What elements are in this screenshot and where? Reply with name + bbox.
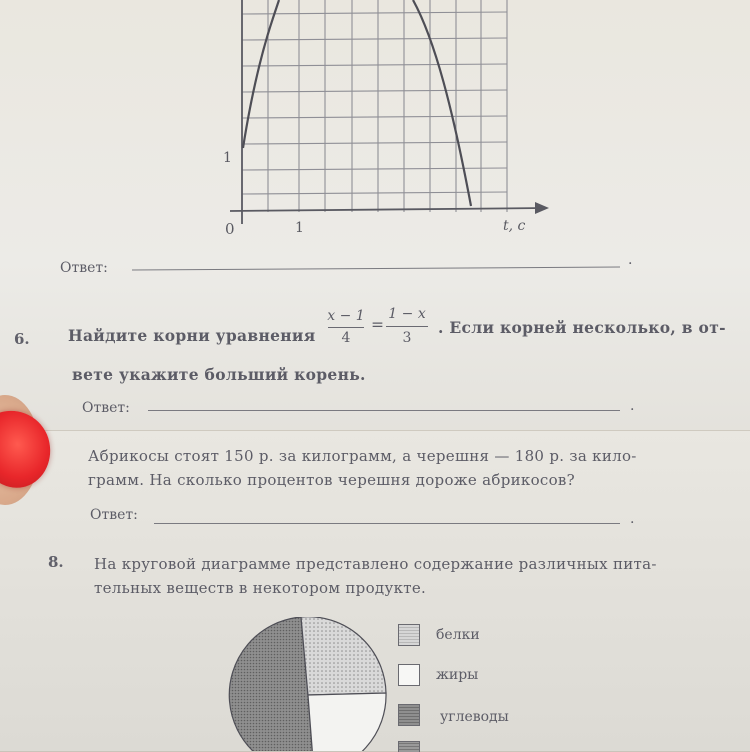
q6-number: 6. — [14, 330, 30, 348]
q6-fraction-2-bar — [386, 326, 428, 327]
legend-label-zhiry: жиры — [436, 667, 479, 683]
q8-number: 8. — [48, 553, 64, 571]
q6-equals: = — [371, 316, 385, 334]
legend-label-belki: белки — [436, 627, 480, 643]
origin-label: 0 — [225, 220, 235, 238]
legend-swatch-other — [398, 741, 420, 752]
y-tick-label: 1 — [223, 150, 232, 166]
q7-answer-line[interactable] — [154, 523, 620, 524]
legend-swatch-belki — [398, 624, 420, 646]
legend-swatch-zhiry — [398, 664, 420, 686]
q7-answer-label: Ответ: — [90, 507, 138, 523]
q6-answer-label: Ответ: — [82, 400, 130, 416]
q5-answer-end: . — [628, 252, 633, 268]
x-tick-label: 1 — [295, 220, 304, 236]
q6-fraction-2-denominator: 3 — [402, 330, 412, 346]
q5-answer-label: Ответ: — [60, 260, 108, 276]
q6-fraction-1-denominator: 4 — [341, 330, 351, 346]
q7-answer-end: . — [630, 511, 635, 527]
velocity-graph — [215, 0, 555, 245]
x-axis-arrow — [535, 202, 549, 214]
nutrient-pie-chart — [228, 617, 388, 751]
x-axis-label: t, с — [503, 218, 526, 234]
q6-text-before: Найдите корни уравнения — [68, 326, 316, 345]
q6-fraction-1-bar — [328, 327, 364, 328]
graph-axes — [230, 0, 545, 224]
q8-text-line2: тельных веществ в некотором продукте. — [94, 579, 427, 597]
q6-text-line2: вете укажите больший корень. — [72, 365, 366, 384]
pie-slice-uglevody — [229, 617, 314, 751]
q7-text-line1: Абрикосы стоят 150 р. за килограмм, а черешня — 180 р. за кило- — [88, 447, 637, 465]
q6-answer-end: . — [630, 398, 635, 414]
q6-text-after: . Если корней несколько, в от- — [438, 318, 726, 337]
q6-answer-line[interactable] — [148, 410, 620, 411]
q8-text-line1: На круговой диаграмме представлено содержание различных пита- — [94, 555, 657, 573]
pie-slice-belki — [301, 617, 386, 695]
q6-fraction-1-numerator: x − 1 — [327, 308, 365, 324]
worksheet-lower-section — [0, 430, 750, 751]
q5-answer-line[interactable] — [132, 267, 620, 271]
q7-text-line2: грамм. На сколько процентов черешня дороже абрикосов? — [88, 471, 576, 489]
graph-curve — [243, 0, 471, 206]
legend-swatch-uglevody — [398, 704, 420, 726]
legend-label-uglevody: углеводы — [440, 709, 509, 725]
pie-slice-zhiry — [308, 693, 386, 751]
q6-fraction-2-numerator: 1 − x — [388, 306, 426, 322]
